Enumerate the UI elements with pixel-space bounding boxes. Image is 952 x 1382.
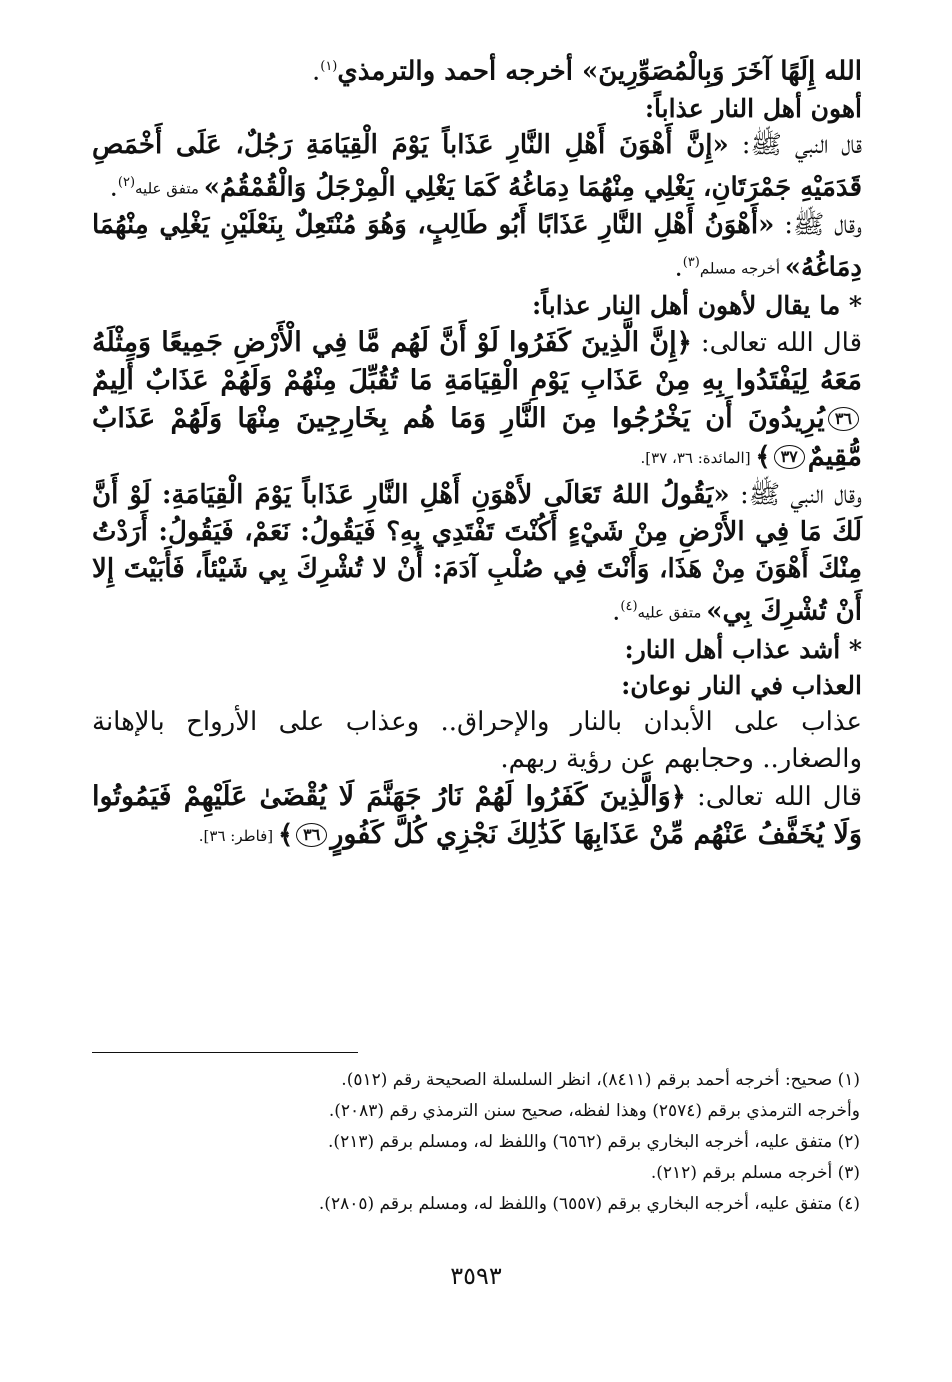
footnotes xyxy=(92,1065,860,1220)
ayah-number-fatir-36: ٣٦ xyxy=(296,823,327,847)
quran-open-bracket: ﴿ xyxy=(676,327,692,358)
ayah-number-37: ٣٧ xyxy=(774,445,805,469)
hadith-3-text: «يَقُولُ اللهُ تَعَالَى لأَهْوَنِ أَهْلِ النَّارِ عَذَاباً يَوْمَ الْقِيَامَةِ: لَوْ أَنَّ لَكَ مَا فِي الأَرْضِ مِنْ شَيْءٍ أَكُنْتَ تَفْتَدِي بِهِ؟ فَيَقُولُ: نَعَمْ، فَيَقُولُ: أَرَدْتُ مِنْكَ أَهْوَنَ مِنْ هَذَا، وَأَنْتَ فِي صُلْبِ آدَمَ: أَنْ لا تُشْرِكَ بِي شَيْئاً، فَأَبَيْتَ إِلا أَنْ تُشْرِكَ بِي» xyxy=(92,479,862,627)
verse-reference-fatir: [فاطر: ٣٦]. xyxy=(198,826,278,845)
subheading-two-kinds: العذاب في النار نوعان: xyxy=(621,670,862,700)
hadith-1-source: متفق عليه xyxy=(135,179,204,198)
verse-maidah-37: يُرِيدُونَ أَن يَخْرُجُوا مِنَ النَّارِ وَمَا هُم بِخَارِجِينَ مِنْهَا وَلَهُمْ عَذَابٌ مُّقِيمٌ xyxy=(92,402,862,472)
footnote-marker-3: (٣) xyxy=(682,255,700,271)
verse-reference-maidah: [المائدة: ٣٦، ٣٧]. xyxy=(640,448,756,467)
hadith-paragraph-1: قال النبي ﷺ: «إِنَّ أَهْوَنَ أَهْلِ النَّارِ عَذَاباً يَوْمَ الْقِيَامَةِ رَجُلٌ، عَلَى أَخْمَصِ قَدَمَيْهِ جَمْرَتَانِ، يَغْلِي مِنْهُمَا دِمَاغُهُ كَمَا يَغْلِي الْمِرْجَلُ وَالْقُمْقُمُ» متفق عليه$^{(٢)}$. xyxy=(92,129,862,203)
footnote-marker-2: (٢) xyxy=(117,174,136,190)
hadith-2-source: أخرجه مسلم xyxy=(699,259,785,278)
footnote-marker-4: (٤) xyxy=(620,598,638,614)
page-number: ٣٥٩٣ xyxy=(450,1262,502,1290)
opening-hadith-ending: الله إِلَهًا آخَرَ وَبِالْمُصَوِّرِينَ» أخرجه أحمد والترمذي xyxy=(337,56,862,87)
hadith-3-intro: وقال النبي ﷺ: xyxy=(729,479,862,510)
hadith-paragraph-2: وقال ﷺ: «أَهْوَنُ أَهْلِ النَّارِ عَذَابًا أَبُو طَالِبٍ، وَهُوَ مُنْتَعِلٌ بِنَعْلَيْنِ يَغْلِي مِنْهُمَا دِمَاغُهُ» أخرجه مسلم$^{(٣)}$. xyxy=(92,210,862,283)
footnote-separator xyxy=(92,1052,358,1053)
quran-close-bracket-fatir: ﴾ xyxy=(277,819,294,850)
footnote-marker-1: (١) xyxy=(320,59,338,74)
quran-open-bracket-fatir: ﴿ xyxy=(670,781,686,812)
section-heading-lightest-punishment: أهون أهل النار عذاباً: xyxy=(644,93,862,123)
quran-close-bracket: ﴾ xyxy=(755,441,771,472)
verse-fatir-36: وَالَّذِينَ كَفَرُوا لَهُمْ نَارُ جَهَنَّمَ لَا يُقْضَىٰ عَلَيْهِمْ فَيَمُوتُوا وَلَا يُخَفَّفُ عَنْهُم مِّنْ عَذَابِهَا كَذَٰلِكَ نَجْزِي كُلَّ كَفُورٍ xyxy=(92,780,862,850)
verse-paragraph-maidah xyxy=(92,324,862,477)
verse-maidah-36: إِنَّ الَّذِينَ كَفَرُوا لَوْ أَنَّ لَهُم مَّا فِي الْأَرْضِ جَمِيعًا وَمِثْلَهُ مَعَهُ لِيَفْتَدُوا بِهِ مِنْ عَذَابِ يَوْمِ الْقِيَامَةِ مَا تُقُبِّلَ مِنْهُمْ وَلَهُمْ عَذَابٌ أَلِيمٌ xyxy=(92,326,862,396)
hadith-paragraph-3: وقال النبي ﷺ: «يَقُولُ اللهُ تَعَالَى لأَهْوَنِ أَهْلِ النَّارِ عَذَاباً يَوْمَ الْقِيَامَةِ: لَوْ أَنَّ لَكَ مَا فِي الأَرْضِ مِنْ شَيْءٍ أَكُنْتَ تَفْتَدِي بِهِ؟ فَيَقُولُ: نَعَمْ، فَيَقُولُ: أَرَدْتُ مِنْكَ أَهْوَنَ مِنْ هَذَا، وَأَنْتَ فِي صُلْبِ آدَمَ: أَنْ لا تُشْرِكَ بِي شَيْئاً، فَأَبَيْتَ إِلا أَنْ تُشْرِكَ بِي» متفق عليه$^{(٤)}$. xyxy=(92,479,862,627)
footnote-1: (١) صحيح: أخرجه أحمد برقم (٨٤١١)، انظر السلسلة الصحيحة رقم (٥١٢). xyxy=(341,1070,860,1090)
ayah-number-36: ٣٦ xyxy=(828,407,859,431)
opening-line: الله إِلَهًا آخَرَ وَبِالْمُصَوِّرِينَ» أخرجه أحمد والترمذي$^{(١)}$. xyxy=(311,56,862,87)
footnote-2: (٢) متفق عليه، أخرجه البخاري برقم (٦٥٦٢) واللفظ له، ومسلم برقم (٢١٣). xyxy=(328,1132,860,1152)
verse-intro-maidah: قال الله تعالى: xyxy=(691,327,862,358)
section-heading-what-is-said: * ما يقال لأهون أهل النار عذاباً: xyxy=(531,290,862,320)
verse-intro-fatir: قال الله تعالى: xyxy=(685,781,862,812)
section-heading-severest-punishment: * أشد عذاب أهل النار: xyxy=(624,634,862,664)
main-text xyxy=(92,48,862,855)
paragraph-two-kinds: عذاب على الأبدان بالنار والإحراق.. وعذاب على الأرواح بالإهانة والصغار.. وحجابهم عن رؤية ربهم. xyxy=(92,706,862,774)
hadith-3-source: متفق عليه xyxy=(637,603,707,622)
hadith-2-text: «أَهْوَنُ أَهْلِ النَّارِ عَذَابًا أَبُو طَالِبٍ، وَهُوَ مُنْتَعِلٌ بِنَعْلَيْنِ يَغْلِي مِنْهُمَا دِمَاغُهُ» xyxy=(92,210,862,283)
footnote-1-continued: وأخرجه الترمذي برقم (٢٥٧٤) وهذا لفظه، صحيح سنن الترمذي رقم (٢٠٨٣). xyxy=(328,1101,860,1121)
hadith-2-intro: وقال ﷺ: xyxy=(774,210,862,241)
footnote-4: (٤) متفق عليه، أخرجه البخاري برقم (٦٥٥٧) واللفظ له، ومسلم برقم (٢٨٠٥). xyxy=(318,1194,860,1214)
footnote-3: (٣) أخرجه مسلم برقم (٢١٢). xyxy=(650,1163,860,1183)
hadith-1-text: «إِنَّ أَهْوَنَ أَهْلِ النَّارِ عَذَاباً يَوْمَ الْقِيَامَةِ رَجُلٌ، عَلَى أَخْمَصِ قَدَمَيْهِ جَمْرَتَانِ، يَغْلِي مِنْهُمَا دِمَاغُهُ كَمَا يَغْلِي الْمِرْجَلُ وَالْقُمْقُمُ» xyxy=(92,129,862,203)
verse-paragraph-fatir xyxy=(92,778,862,855)
hadith-1-intro: قال النبي ﷺ: xyxy=(728,129,862,160)
